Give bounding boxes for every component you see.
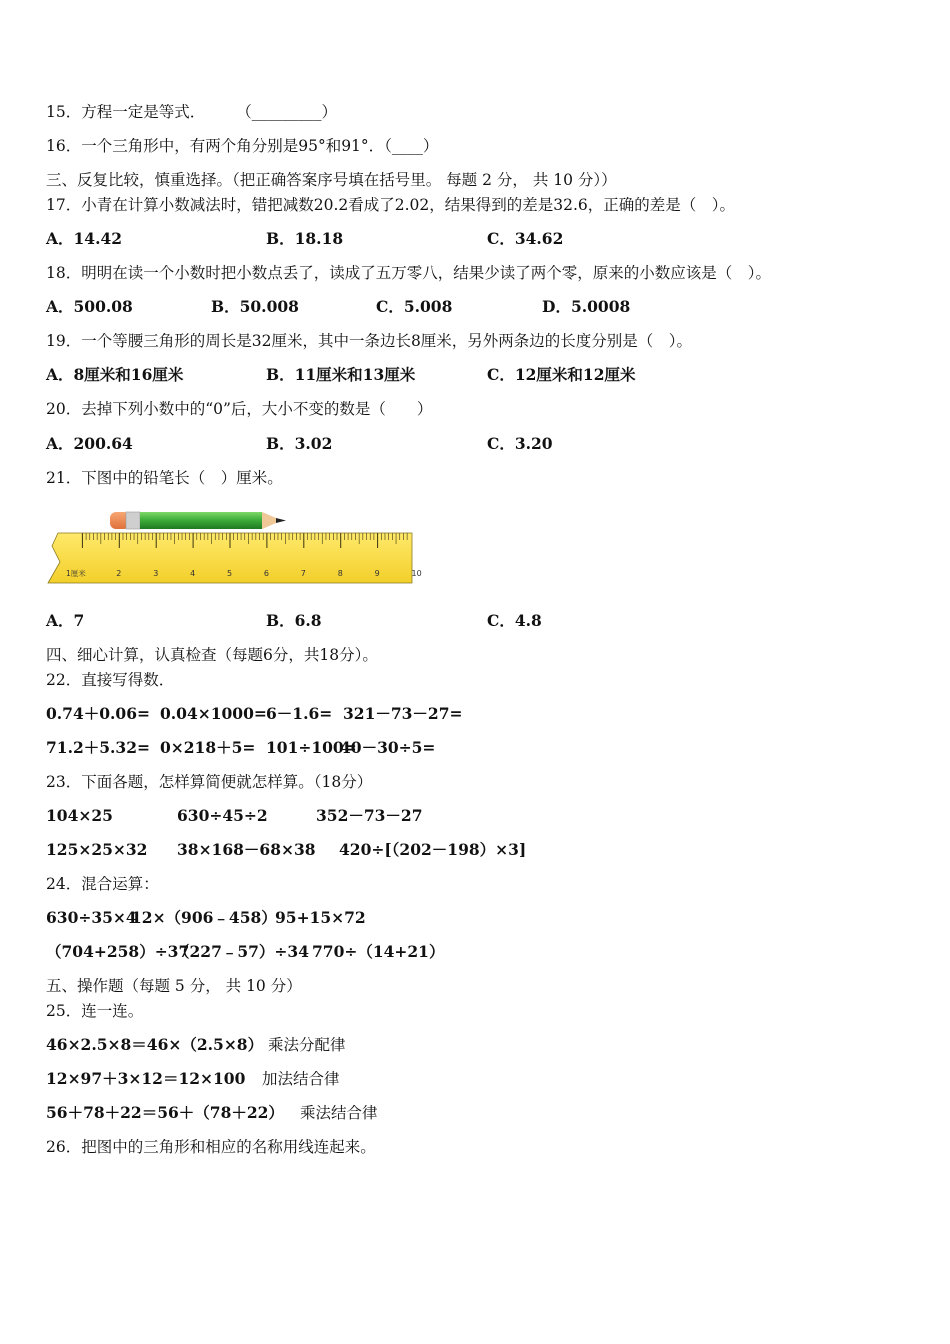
option-b[interactable]: B．18.18	[266, 229, 344, 248]
expression: 125×25×32	[46, 840, 148, 859]
option-b[interactable]: B．50.008	[211, 297, 299, 316]
option-c[interactable]: C．5.008	[376, 297, 453, 316]
expression: （704+258）÷37	[46, 942, 190, 961]
ruler-number: 3	[153, 569, 159, 578]
question-18: 18．明明在读一个小数时把小数点丢了，读成了五万零八，结果少读了两个零，原来的小数应该是（ ）。	[46, 264, 771, 282]
question-26: 26．把图中的三角形和相应的名称用线连起来。	[46, 1138, 376, 1156]
expression: 0.74＋0.06=	[46, 704, 150, 723]
question-22: 22．直接写得数．	[46, 671, 175, 689]
option-b[interactable]: B．3.02	[266, 434, 333, 453]
expression: 630÷35×4	[46, 908, 137, 927]
pencil	[110, 512, 286, 529]
option-d[interactable]: D．5.0008	[542, 297, 631, 316]
option-a[interactable]: A．500.08	[46, 297, 133, 316]
expression: 321－73－27=	[343, 704, 463, 723]
ruler-unit-label: 1厘米	[66, 569, 86, 578]
expression: 40－30÷5=	[340, 738, 436, 757]
section-3-heading: 三、反复比较，慎重选择。（把正确答案序号填在括号里。 每题 2 分， 共 10 分））	[46, 171, 617, 189]
ruler-number: 6	[263, 569, 269, 578]
matching-right-item[interactable]: 乘法结合律	[300, 1104, 378, 1122]
ruler-number: 9	[374, 569, 380, 578]
ruler-number: 7	[300, 569, 306, 578]
expression: 101÷100=	[266, 738, 357, 757]
expression: 0.04×1000=	[160, 704, 267, 723]
expression: 71.2＋5.32=	[46, 738, 150, 757]
ruler-number: 10	[411, 569, 422, 578]
ruler-svg	[46, 506, 422, 588]
expression: 12×（906﹣458）	[131, 908, 277, 927]
ruler-number: 8	[337, 569, 343, 578]
matching-left-item[interactable]: 46×2.5×8＝46×（2.5×8）	[46, 1035, 264, 1054]
option-a[interactable]: A．8厘米和16厘米	[46, 365, 184, 384]
pencil-lead	[276, 518, 286, 523]
question-19: 19．一个等腰三角形的周长是32厘米，其中一条边长8厘米，另外两条边的长度分别是（ ）。	[46, 332, 693, 350]
option-c[interactable]: C．34.62	[487, 229, 564, 248]
ruler-number: 5	[227, 569, 233, 578]
question-24: 24．混合运算：	[46, 875, 159, 893]
pencil-body	[140, 512, 262, 529]
expression: 0×218＋5=	[160, 738, 256, 757]
section-4-heading: 四、细心计算，认真检查（每题6分，共18分）。	[46, 646, 378, 664]
matching-right-item[interactable]: 乘法分配律	[268, 1036, 346, 1054]
pencil-ruler-figure	[46, 506, 422, 588]
ruler-number: 4	[190, 569, 196, 578]
option-c[interactable]: C．3.20	[487, 434, 553, 453]
option-a[interactable]: A．200.64	[46, 434, 133, 453]
option-a[interactable]: A．7	[46, 611, 85, 630]
matching-left-item[interactable]: 12×97＋3×12＝12×100	[46, 1069, 246, 1088]
question-23: 23．下面各题，怎样算简便就怎样算。（18分）	[46, 773, 373, 791]
option-b[interactable]: B．6.8	[266, 611, 322, 630]
expression: 352－73－27	[316, 806, 423, 825]
expression: 420÷[（202－198）×3]	[339, 840, 527, 859]
expression: 770÷（14+21）	[312, 942, 445, 961]
expression: 630÷45÷2	[177, 806, 268, 825]
option-b[interactable]: B．11厘米和13厘米	[266, 365, 416, 384]
expression: （227﹣57）÷34	[174, 942, 309, 961]
ruler-number: 2	[116, 569, 122, 578]
expression: 104×25	[46, 806, 113, 825]
question-15: 15．方程一定是等式． （_________）	[46, 103, 337, 121]
expression: 6－1.6=	[266, 704, 333, 723]
matching-right-item[interactable]: 加法结合律	[262, 1070, 340, 1088]
question-25: 25．连一连。	[46, 1002, 144, 1020]
question-20: 20．去掉下列小数中的“0”后，大小不变的数是（ ）	[46, 400, 433, 418]
question-21: 21．下图中的铅笔长（ ）厘米。	[46, 469, 283, 487]
option-c[interactable]: C．4.8	[487, 611, 542, 630]
ruler	[48, 533, 422, 583]
matching-left-item[interactable]: 56＋78＋22＝56＋（78＋22）	[46, 1103, 284, 1122]
section-5-heading: 五、操作题（每题 5 分， 共 10 分）	[46, 977, 302, 995]
pencil-ferrule	[126, 512, 140, 529]
expression: 95+15×72	[275, 908, 366, 927]
option-a[interactable]: A．14.42	[46, 229, 123, 248]
option-c[interactable]: C．12厘米和12厘米	[487, 365, 636, 384]
question-17: 17．小青在计算小数减法时，错把减数20.2看成了2.02，结果得到的差是32.6，正确的差是（ ）。	[46, 196, 736, 214]
question-16: 16．一个三角形中，有两个角分别是95°和91°．（____）	[46, 137, 439, 155]
expression: 38×168－68×38	[177, 840, 316, 859]
